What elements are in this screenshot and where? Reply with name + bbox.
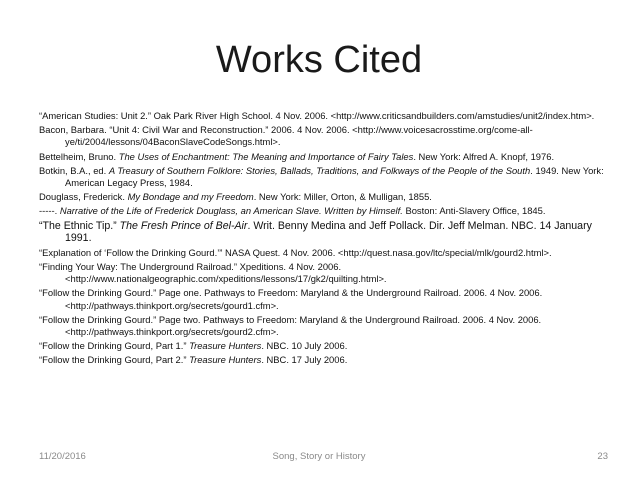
- reference-item: Douglass, Frederick. My Bondage and my Freedom. New York: Miller, Orton, & Mulligan, 1855.: [39, 191, 432, 203]
- reference-item: “The Ethnic Tip.” The Fresh Prince of Bel-Air. Writ. Benny Medina and Jeff Pollack. Dir. Jeff Melman. NBC. 14 January 1991.: [39, 219, 592, 245]
- reference-item: Botkin, B.A., ed. A Treasury of Southern Folklore: Stories, Ballads, Traditions, and Folkways of the People of the South. 1949. New York: American Legacy Press, 1984.: [39, 164, 604, 189]
- reference-item: “Follow the Drinking Gourd, Part 1.” Treasure Hunters. NBC. 10 July 2006.: [39, 340, 348, 352]
- reference-item: Bettelheim, Bruno. The Uses of Enchantment: The Meaning and Importance of Fairy Tales. New York: Alfred A. Knopf, 1976.: [39, 150, 555, 162]
- reference-item: “Follow the Drinking Gourd.” Page one. Pathways to Freedom: Maryland & the Underground Railroad. 2006. 4 Nov. 2006. <http://pathways.thinkport.org/secrets/gourd1.cfm>.: [39, 287, 543, 311]
- reference-item: “American Studies: Unit 2.” Oak Park River High School. 4 Nov. 2006. <http://www.criticsandbuilders.com/amstudies/unit2/index.htm>.: [39, 110, 595, 121]
- reference-item: “Explanation of ‘Follow the Drinking Gourd.’” NASA Quest. 4 Nov. 2006. <http://quest.nasa.gov/ltc/special/mlk/gourd2.html>.: [39, 246, 552, 258]
- reference-item: Bacon, Barbara. “Unit 4: Civil War and Reconstruction.” 2006. 4 Nov. 2006. <http://www.voicesacrosstime.org/come-all-ye/ti/2004/lessons/04BaconSlaveCodeSongs.html>.: [39, 124, 533, 148]
- reference-item: “Follow the Drinking Gourd.” Page two. Pathways to Freedom: Maryland & the Underground Railroad. 2006. 4 Nov. 2006. <http://pathways.thinkport.org/secrets/gourd2.cfm>.: [39, 313, 542, 338]
- works-cited-list: [39, 110, 611, 369]
- footer-title: Song, Story or History: [272, 451, 366, 462]
- reference-item: “Follow the Drinking Gourd, Part 2.” Treasure Hunters. NBC. 17 July 2006.: [39, 354, 348, 366]
- slide-title: Works Cited: [215, 39, 423, 81]
- reference-item: -----. Narrative of the Life of Frederick Douglass, an American Slave. Written by Himself. Boston: Anti-Slavery Office, 1845.: [39, 205, 546, 217]
- footer-date: 11/20/2016: [39, 451, 86, 462]
- reference-item: “Finding Your Way: The Underground Railroad.” Xpeditions. 4 Nov. 2006. <http://www.nationalgeographic.com/xpeditions/lessons/17/gk2/quilting.html>.: [39, 261, 387, 285]
- slide-number: 23: [597, 451, 608, 462]
